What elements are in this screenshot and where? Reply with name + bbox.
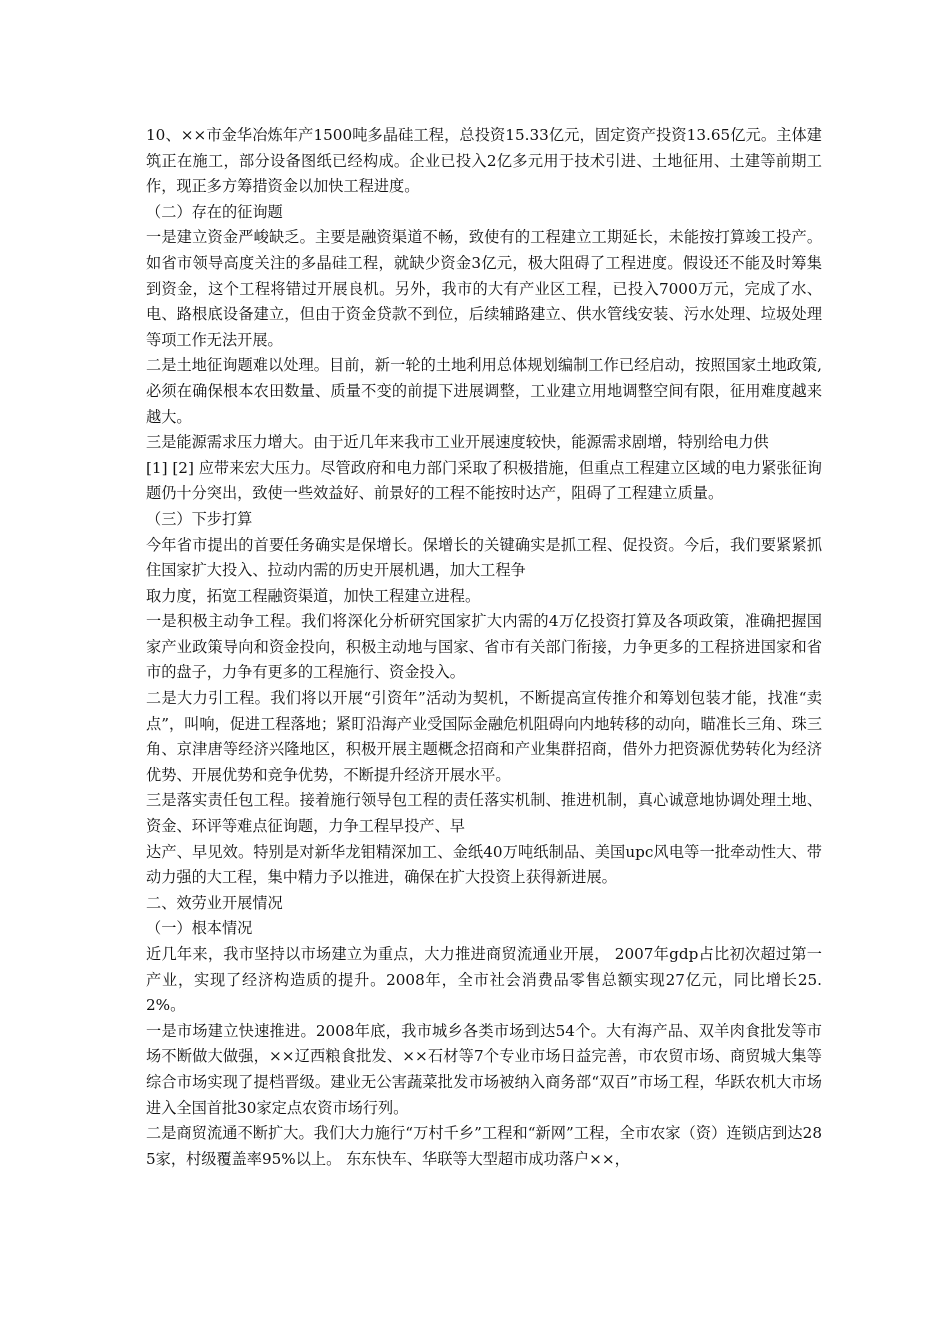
document-body (146, 123, 822, 1172)
section-heading-basic-situation: （一）根本情况 (146, 919, 253, 938)
paragraph-services-overview: 近几年来，我市坚持以市场建立为重点，大力推进商贸流通业开展， 2007年gdp占比初次超过第一产业，实现了经济构造质的提升。2008年，全市社会消费品零售总额实现27亿元，同比增长25.2%。 (146, 945, 822, 1015)
paragraph-market-construction: 一是市场建立快速推进。2008年底，我市城乡各类市场到达54个。大有海产品、双羊肉食批发等市场不断做大做强，××辽西粮食批发、××石材等7个专业市场日益完善，市农贸市场、商贸城大集等综合市场实现了提档晋级。建业无公害蔬菜批发市场被纳入商务部“双百”市场工程，华跃农机大市场进入全国首批30家定点农资市场行列。 (146, 1021, 822, 1117)
paragraph-trade-circulation: 二是商贸流通不断扩大。我们大力施行“万村千乡”工程和“新网”工程，全市农家（资）连锁店到达285家，村级覆盖率95%以上。 东东快车、华联等大型超市成功落户××， (146, 1124, 822, 1168)
paragraph-project-10: 10、××市金华冶炼年产1500吨多晶硅工程，总投资15.33亿元，固定资产投资13.65亿元。主体建筑正在施工，部分设备图纸已经构成。企业已投入2亿多元用于技术引进、土地征用、土建等前期工作，现正多方筹措资金以加快工程进度。 (146, 126, 822, 196)
paragraph-step-attract: 二是大力引工程。我们将以开展“引资年”活动为契机，不断提高宣传推介和筹划包装才能，找准“卖点”，叫响，促进工程落地；紧盯沿海产业受国际金融危机阻碍向内地转移的动向，瞄准长三角、珠三角、京津唐等经济兴隆地区，积极开展主题概念招商和产业集群招商，借外力把资源优势转化为经济优势、开展优势和竞争优势，不断提升经济开展水平。 (146, 689, 823, 784)
paragraph-step-responsibility-cont: 达产、早见效。特别是对新华龙钼精深加工、金纸40万吨纸制品、美国upc风电等一批牵动性大、带动力强的大工程，集中精力予以推进，确保在扩大投资上获得新进展。 (146, 842, 822, 887)
paragraph-problem-funding: 一是建立资金严峻缺乏。主要是融资渠道不畅，致使有的工程建立工期延长，未能按打算竣工投产。如省市领导高度关注的多晶硅工程，就缺少资金3亿元，极大阻碍了工程进度。假设还不能及时筹集到资金，这个工程将错过开展良机。另外，我市的大有产业区工程，已投入7000万元，完成了水、电、路根底设备建立，但由于资金贷款不到位，后续辅路建立、供水管线安装、污水处理、垃圾处理等项工作无法开展。 (146, 228, 822, 349)
paragraph-next-steps-intro: 今年省市提出的首要任务确实是保增长。保增长的关键确实是抓工程、促投资。今后，我们要紧紧抓住国家扩大投入、拉动内需的历史开展机遇，加大工程争 (146, 535, 822, 580)
paragraph-problem-energy: 三是能源需求压力增大。由于近几年来我市工业开展速度较快，能源需求剧增，特别给电力供 (146, 433, 769, 452)
paragraph-problem-energy-cont: [1] [2] 应带来宏大压力。尽管政府和电力部门采取了积极措施，但重点工程建立区域的电力紧张征询题仍十分突出，致使一些效益好、前景好的工程不能按时达产，阻碍了工程建立质量。 (146, 458, 822, 503)
section-heading-problems: （二）存在的征询题 (146, 202, 283, 221)
paragraph-step-compete: 一是积极主动争工程。我们将深化分析研究国家扩大内需的4万亿投资打算及各项政策，准确把握国家产业政策导向和资金投向，积极主动地与国家、省市有关部门衔接，力争更多的工程挤进国家和省市的盘子，力争有更多的工程施行、资金投入。 (146, 612, 822, 682)
section-heading-next-steps: （三）下步打算 (146, 509, 253, 528)
paragraph-problem-land: 二是土地征询题难以处理。目前，新一轮的土地利用总体规划编制工作已经启动，按照国家土地政策,必须在确保根本农田数量、质量不变的前提下进展调整，工业建立用地调整空间有限，征用难度越来越大。 (146, 356, 822, 426)
paragraph-step-responsibility: 三是落实责任包工程。接着施行领导包工程的责任落实机制、推进机制，真心诚意地协调处理土地、资金、环评等难点征询题，力争工程早投产、早 (146, 791, 822, 836)
section-heading-services: 二、效劳业开展情况 (146, 893, 283, 912)
paragraph-next-steps-intro-cont: 取力度，拓宽工程融资渠道，加快工程建立进程。 (146, 586, 481, 605)
